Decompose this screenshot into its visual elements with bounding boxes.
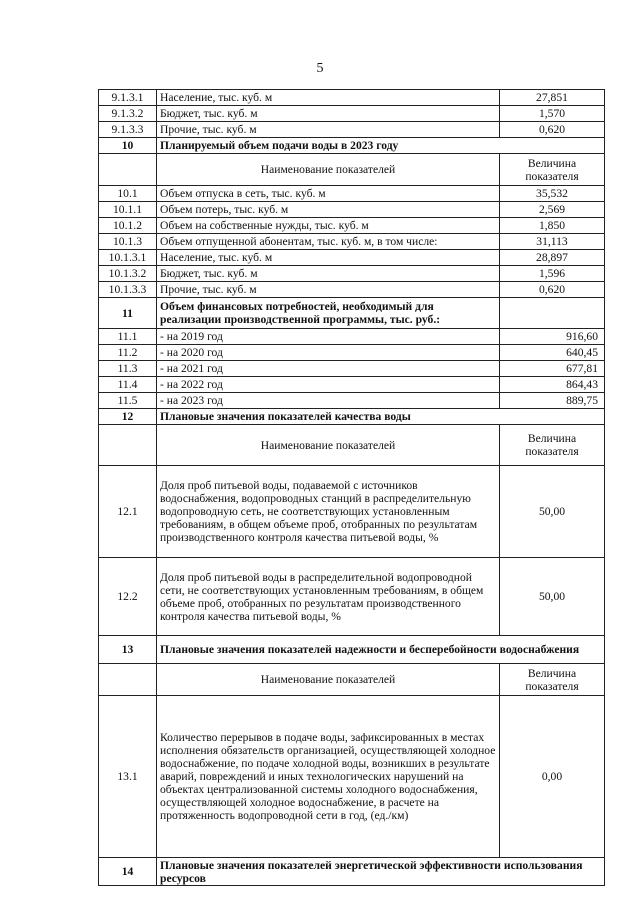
table-row-13	[99, 329, 605, 345]
indicator-name: - на 2023 год	[157, 393, 500, 409]
table-row-5	[99, 186, 605, 202]
table-row-0	[99, 90, 605, 106]
table-row-14	[99, 345, 605, 361]
table-row-6	[99, 202, 605, 218]
indicator-value: 1,850	[500, 218, 605, 234]
indicators-table-body	[99, 90, 605, 886]
header-number-empty	[99, 425, 157, 466]
section-number: 13	[99, 636, 157, 664]
table-row-19	[99, 425, 605, 466]
header-number-empty	[99, 664, 157, 696]
indicator-value: 27,851	[500, 90, 605, 106]
indicator-name: Население, тыс. куб. м	[157, 90, 500, 106]
indicator-name: Доля проб питьевой воды, подаваемой с источников водоснабжения, водопроводных станций в распределительную водопроводную сеть, не соответствующих установленным требованиям, в общем объеме проб, отобранных по результатам производственного контроля качества питьевой воды, %	[157, 466, 500, 558]
section-number: 14	[99, 858, 157, 886]
table-row-15	[99, 361, 605, 377]
row-number: 9.1.3.2	[99, 106, 157, 122]
indicator-value: 0,620	[500, 122, 605, 138]
row-number: 10.1.3	[99, 234, 157, 250]
indicator-value: 50,00	[500, 466, 605, 558]
indicator-name: Объем отпущенной абонентам, тыс. куб. м, в том числе:	[157, 234, 500, 250]
table-row-17	[99, 393, 605, 409]
header-indicator-value: Величина показателя	[500, 154, 605, 186]
row-number: 11.2	[99, 345, 157, 361]
section-number: 10	[99, 138, 157, 154]
table-row-10	[99, 266, 605, 282]
table-row-12	[99, 298, 605, 329]
indicator-name: - на 2020 год	[157, 345, 500, 361]
table-row-3	[99, 138, 605, 154]
section-number: 11	[99, 298, 157, 329]
row-number: 10.1.3.3	[99, 282, 157, 298]
table-row-25	[99, 858, 605, 886]
row-number: 10.1	[99, 186, 157, 202]
indicator-name: Объем отпуска в сеть, тыс. куб. м	[157, 186, 500, 202]
indicator-name: - на 2019 год	[157, 329, 500, 345]
section-title: Плановые значения показателей надежности и бесперебойности водоснабжения	[157, 636, 605, 664]
indicator-value: 889,75	[500, 393, 605, 409]
section-number: 12	[99, 409, 157, 425]
row-number: 13.1	[99, 696, 157, 858]
indicator-value: 50,00	[500, 558, 605, 636]
row-number: 12.2	[99, 558, 157, 636]
indicator-name: Объем на собственные нужды, тыс. куб. м	[157, 218, 500, 234]
indicator-name: Население, тыс. куб. м	[157, 250, 500, 266]
table-row-2	[99, 122, 605, 138]
table-row-4	[99, 154, 605, 186]
table-row-9	[99, 250, 605, 266]
row-number: 11.1	[99, 329, 157, 345]
indicator-value: 1,596	[500, 266, 605, 282]
section-value-empty	[500, 298, 605, 329]
indicator-value: 2,569	[500, 202, 605, 218]
indicator-name: Количество перерывов в подаче воды, зафиксированных в местах исполнения обязательств организацией, осуществляющей холодное водоснабжение, по подаче холодной воды, возникших в результате аварий, повреждений и иных технологических нарушений на объектах централизованной системы холодного водоснабжения, осуществляющей холодное водоснабжение, в расчете на протяженность водопроводной сети в год, (ед./км)	[157, 696, 500, 858]
table-row-16	[99, 377, 605, 393]
row-number: 12.1	[99, 466, 157, 558]
row-number: 10.1.3.1	[99, 250, 157, 266]
indicator-name: Объем потерь, тыс. куб. м	[157, 202, 500, 218]
indicator-name: Прочие, тыс. куб. м	[157, 122, 500, 138]
table-row-22	[99, 636, 605, 664]
indicators-table	[98, 89, 605, 886]
row-number: 9.1.3.3	[99, 122, 157, 138]
row-number: 11.5	[99, 393, 157, 409]
table-row-21	[99, 558, 605, 636]
table-row-24	[99, 696, 605, 858]
row-number: 11.4	[99, 377, 157, 393]
row-number: 10.1.1	[99, 202, 157, 218]
indicator-value: 0,00	[500, 696, 605, 858]
indicator-value: 35,532	[500, 186, 605, 202]
table-row-23	[99, 664, 605, 696]
indicator-name: Прочие, тыс. куб. м	[157, 282, 500, 298]
indicator-name: Доля проб питьевой воды в распределительной водопроводной сети, не соответствующих установленным требованиям, в общем объеме проб, отобранных по результатам производственного контроля качества питьевой воды, %	[157, 558, 500, 636]
row-number: 10.1.3.2	[99, 266, 157, 282]
header-number-empty	[99, 154, 157, 186]
indicator-name: Бюджет, тыс. куб. м	[157, 106, 500, 122]
table-row-18	[99, 409, 605, 425]
row-number: 11.3	[99, 361, 157, 377]
row-number: 9.1.3.1	[99, 90, 157, 106]
table-row-7	[99, 218, 605, 234]
header-indicator-value: Величина показателя	[500, 664, 605, 696]
indicator-value: 31,113	[500, 234, 605, 250]
indicator-name: - на 2021 год	[157, 361, 500, 377]
table-row-8	[99, 234, 605, 250]
header-indicator-value: Величина показателя	[500, 425, 605, 466]
header-indicator-name: Наименование показателей	[157, 664, 500, 696]
indicator-value: 28,897	[500, 250, 605, 266]
indicator-value: 677,81	[500, 361, 605, 377]
header-indicator-name: Наименование показателей	[157, 425, 500, 466]
page-number: 5	[316, 61, 324, 76]
indicator-name: - на 2022 год	[157, 377, 500, 393]
row-number: 10.1.2	[99, 218, 157, 234]
indicator-value: 916,60	[500, 329, 605, 345]
table-row-20	[99, 466, 605, 558]
header-indicator-name: Наименование показателей	[157, 154, 500, 186]
section-title: Планируемый объем подачи воды в 2023 году	[157, 138, 605, 154]
indicator-name: Бюджет, тыс. куб. м	[157, 266, 500, 282]
table-row-1	[99, 106, 605, 122]
section-title: Плановые значения показателей энергетической эффективности использования ресурсов	[157, 858, 605, 886]
indicator-value: 864,43	[500, 377, 605, 393]
table-row-11	[99, 282, 605, 298]
section-title: Объем финансовых потребностей, необходимый для реализации производственной программы, тыс. руб.:	[157, 298, 500, 329]
indicator-value: 1,570	[500, 106, 605, 122]
indicator-value: 0,620	[500, 282, 605, 298]
section-title: Плановые значения показателей качества воды	[157, 409, 605, 425]
indicator-value: 640,45	[500, 345, 605, 361]
